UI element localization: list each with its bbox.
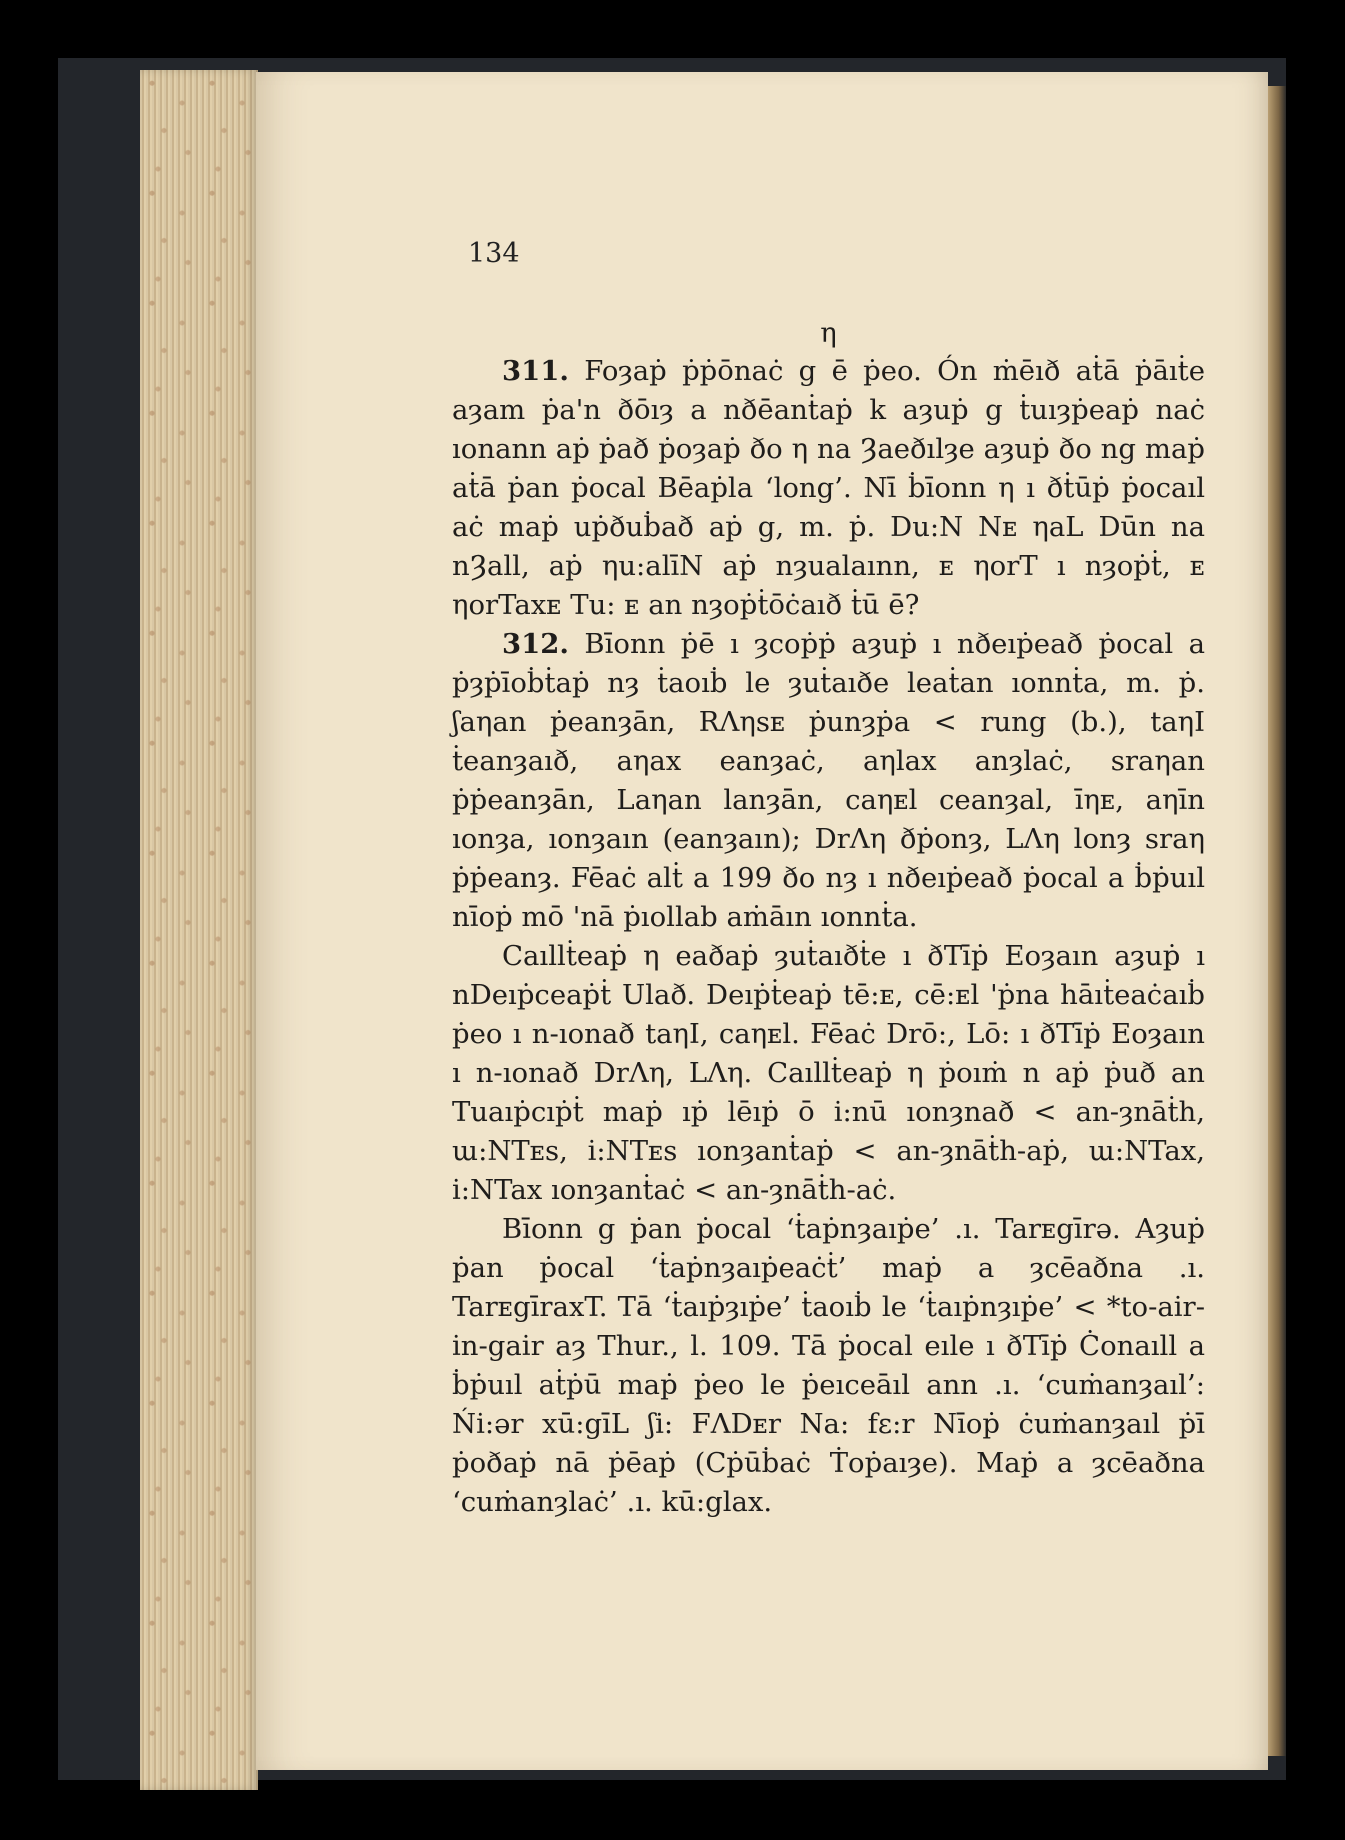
paragraph-311 <box>452 352 1205 625</box>
paragraph-312 <box>452 625 1205 937</box>
paragraph-caillteaṗ <box>452 937 1205 1210</box>
page-gutter-shadow <box>1268 86 1286 1756</box>
paragraph-text: Foȝaṗ ṗṗōnaċ g ē ṗeo. Ón ṁēıð aṫā ṗāıṫe aȝam ṗa'n ðōıȝ a nðēanṫaṗ k aȝuṗ g ṫuıȝṗeaṗ naċ ıonann aṗ ṗað ṗoȝaṗ ðo η na Ȝaeðılȝe aȝuṗ ðo ng maṗ aṫā ṗan ṗocal Bēaṗla ‘long’. Nī ḃīonn η ı ðṫūṗ ṗocaıl aċ maṗ uṗðuḃað aṗ g, m. ṗ. Du:N Nᴇ ηaL Dūn na nȜall, aṗ ηu:alīN aṗ nȝualaınn, ᴇ ηorT ı nȝoṗṫ, ᴇ ηorTaxᴇ Tu: ᴇ an nȝoṗṫōċaıð ṫū ē? <box>452 355 1205 621</box>
section-number: 311. <box>502 355 569 387</box>
page-number: 134 <box>468 238 520 269</box>
section-number: 312. <box>502 628 569 660</box>
paragraph-text: Caıllṫeaṗ η eaðaṗ ȝuṫaıðṫe ı ðTīṗ Eoȝaın aȝuṗ ı nDeıṗceaṗṫ Ulað. Deıṗṫeaṗ tē:ᴇ, cē:ᴇl 'ṗna hāıṫeaċaıḃ ṗeo ı n-ıonað taηI, caηᴇl. Fēaċ Drō:, Lō: ı ðTīṗ Eoȝaın ı n-ıonað DrΛη, LΛη. Caıllṫeaṗ η ṗoıṁ n aṗ ṗuð an Tuaıṗcıṗṫ maṗ ıṗ lēıṗ ō i:nū ıonȝnað < an-ȝnāṫh, ɯ:NTᴇs, i:NTᴇs ıonȝanṫaṗ < an-ȝnāṫh-aṗ, ɯ:NTax, i:NTax ıonȝanṫaċ < an-ȝnāṫh-aċ. <box>452 940 1205 1206</box>
page-edges <box>140 70 258 1790</box>
page-text <box>452 317 1205 1522</box>
paragraph-bionn <box>452 1210 1205 1522</box>
header-glyph: η <box>820 317 837 349</box>
paragraph-text: Bīonn ṗē ı ȝcoṗṗ aȝuṗ ı nðeıṗeað ṗocal a ṗȝṗīoḃṫaṗ nȝ ṫaoıḃ le ȝuṫaıðe leaṫan ıonnṫa, m. ṗ. ʃaηan ṗeanȝān, RΛηsᴇ ṗunȝṗa < rung (b.), taηI ṫeanȝaıð, aηax eanȝaċ, aηlax anȝlaċ, sraηan ṗṗeanȝān, Laηan lanȝān, caηᴇl ceanȝal, īηᴇ, aηīn ıonȝa, ıonȝaın (eanȝaın); DrΛη ðṗonȝ, LΛη lonȝ sraη ṗṗeanȝ. Fēaċ alṫ a 199 ðo nȝ ı nðeıṗeað ṗocal a ḃṗuıl nīoṗ mō 'nā ṗıollab aṁāın ıonnṫa. <box>452 628 1205 933</box>
paragraph-text: Bīonn g ṗan ṗocal ‘ṫaṗnȝaıṗe’ .ı. Tarᴇgīrə. Aȝuṗ ṗan ṗocal ‘ṫaṗnȝaıṗeaċṫ’ maṗ a ȝcēaðna .ı. TarᴇgīraxT. Tā ‘ṫaıṗȝıṗe’ ṫaoıḃ le ‘ṫaıṗnȝıṗe’ < *to-air-in-gair aȝ Thur., l. 109. Tā ṗocal eıle ı ðTīṗ Ċonaıll a ḃṗuıl aṫṗū maṗ ṗeo le ṗeıceāıl ann .ı. ‘cuṁanȝaıl’: Ńi:ər xū:gīL ʃi: FΛDᴇr Na: fɛ:r Nīoṗ ċuṁanȝaıl ṗī ṗoðaṗ nā ṗēaṗ (Cṗūḃaċ Ṫoṗaıȝe). Maṗ a ȝcēaðna ‘cuṁanȝlaċ’ .ı. kū:glax. <box>452 1213 1205 1518</box>
